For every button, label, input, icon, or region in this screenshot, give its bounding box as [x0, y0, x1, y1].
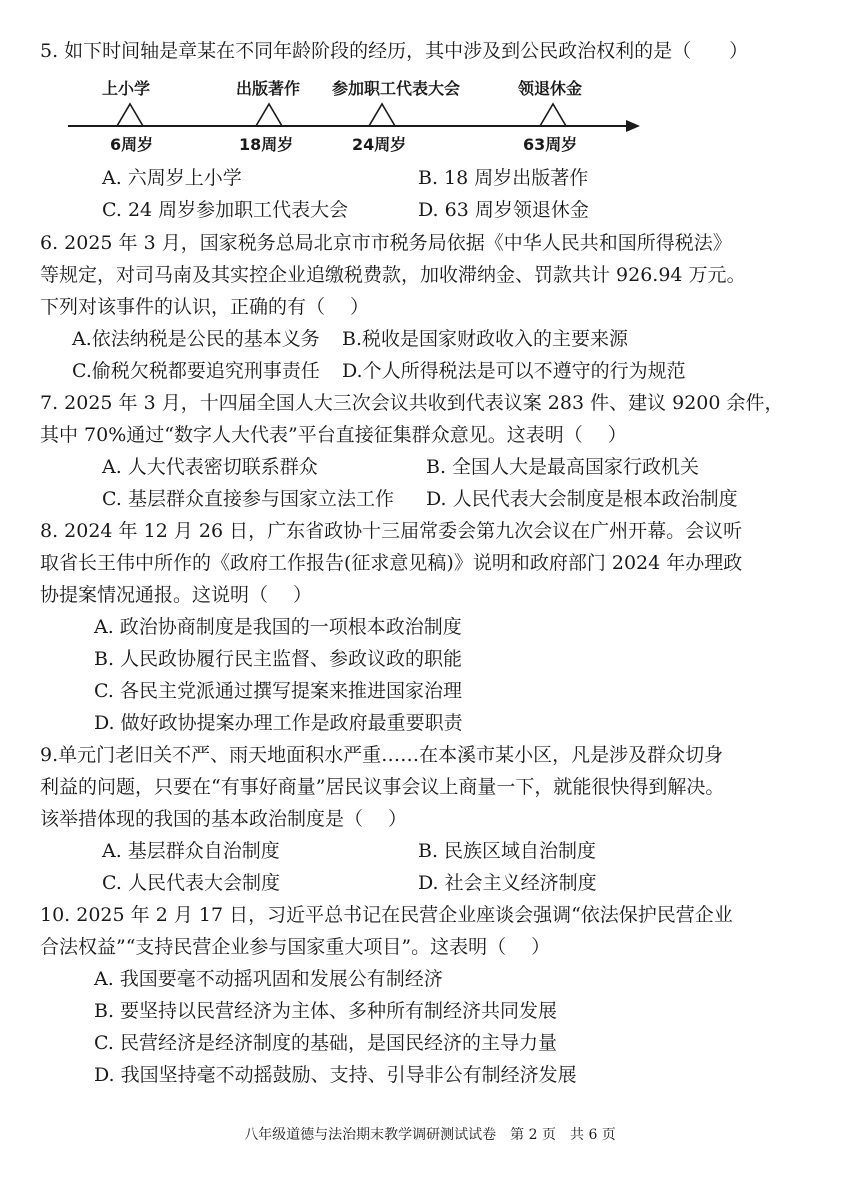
question-7-stem-line-2: 其中 70%通过“数字人大代表”平台直接征集群众意见。这表明（ ） — [40, 424, 627, 446]
q10-option-c[interactable]: C. 民营经济是经济制度的基础，是国民经济的主导力量 — [94, 1032, 557, 1054]
question-7-stem-line-1: 7. 2025 年 3 月，十四届全国人大三次会议共收到代表议案 283 件、建议 9200 余件， — [40, 392, 784, 414]
timeline-event-1: 上小学 — [102, 79, 151, 98]
question-6-stem-line-2: 等规定，对司马南及其实控企业追缴税费款，加收滞纳金、罚款共计 926.94 万元。 — [40, 264, 746, 286]
timeline-age-2: 18周岁 — [239, 135, 294, 154]
timeline-age-3: 24周岁 — [352, 135, 407, 154]
question-8-stem-line-3: 协提案情况通报。这说明（ ） — [40, 584, 313, 606]
question-8-stem-line-1: 8. 2024 年 12 月 26 日，广东省政协十三届常委会第九次会议在广州开幕。会议听 — [40, 520, 743, 542]
q6-option-d[interactable]: D.个人所得税法是可以不遵守的行为规范 — [342, 360, 686, 382]
q6-option-c[interactable]: C.偷税欠税都要追究刑事责任 — [72, 360, 320, 382]
q10-option-a[interactable]: A. 我国要毫不动摇巩固和发展公有制经济 — [94, 968, 443, 990]
q8-option-c[interactable]: C. 各民主党派通过撰写提案来推进国家治理 — [94, 680, 462, 702]
timeline-event-2: 出版著作 — [236, 79, 301, 98]
q10-option-b[interactable]: B. 要坚持以民营经济为主体、多种所有制经济共同发展 — [94, 1000, 558, 1022]
q9-option-c[interactable]: C. 人民代表大会制度 — [102, 872, 280, 894]
timeline-age-1: 6周岁 — [110, 135, 154, 154]
question-5-stem: 5. 如下时间轴是章某在不同年龄阶段的经历，其中涉及到公民政治权利的是（ ） — [40, 40, 749, 62]
question-8-stem-line-2: 取省长王伟中所作的《政府工作报告(征求意见稿)》说明和政府部门 2024 年办理政 — [40, 552, 743, 574]
question-9-stem-line-3: 该举措体现的我国的基本政治制度是（ ） — [40, 808, 408, 830]
timeline-event-4: 领退休金 — [518, 79, 583, 98]
q8-option-d[interactable]: D. 做好政协提案办理工作是政府最重要职责 — [94, 712, 463, 734]
q9-option-b[interactable]: B. 民族区域自治制度 — [418, 840, 597, 862]
q7-option-c[interactable]: C. 基层群众直接参与国家立法工作 — [102, 488, 394, 510]
q5-option-c[interactable]: C. 24 周岁参加职工代表大会 — [102, 199, 349, 221]
question-9-stem-line-2: 利益的问题，只要在“有事好商量”居民议事会议上商量一下，就能很快得到解决。 — [40, 776, 725, 798]
q6-option-b[interactable]: B.税收是国家财政收入的主要来源 — [342, 328, 629, 350]
q5-option-b[interactable]: B. 18 周岁出版著作 — [418, 167, 589, 189]
q8-option-a[interactable]: A. 政治协商制度是我国的一项根本政治制度 — [94, 616, 462, 638]
q5-option-a[interactable]: A. 六周岁上小学 — [102, 167, 242, 189]
question-6-stem-line-3: 下列对该事件的认识，正确的有（ ） — [40, 296, 370, 318]
question-6-stem-line-1: 6. 2025 年 3 月，国家税务总局北京市市税务局依据《中华人民共和国所得税法》 — [40, 232, 732, 254]
q9-option-a[interactable]: A. 基层群众自治制度 — [102, 840, 280, 862]
q8-option-b[interactable]: B. 人民政协履行民主监督、参政议政的职能 — [94, 648, 463, 670]
q5-option-d[interactable]: D. 63 周岁领退休金 — [418, 199, 589, 221]
question-9-stem-line-1: 9.单元门老旧关不严、雨天地面积水严重……在本溪市某小区，凡是涉及群众切身 — [40, 744, 724, 766]
age-timeline — [62, 70, 652, 156]
q9-option-d[interactable]: D. 社会主义经济制度 — [418, 872, 597, 894]
q7-option-b[interactable]: B. 全国人大是最高国家行政机关 — [426, 456, 700, 478]
q7-option-d[interactable]: D. 人民代表大会制度是根本政治制度 — [426, 488, 738, 510]
timeline-event-3: 参加职工代表大会 — [332, 79, 461, 98]
q10-option-d[interactable]: D. 我国坚持毫不动摇鼓励、支持、引导非公有制经济发展 — [94, 1064, 577, 1086]
timeline-age-4: 63周岁 — [523, 135, 578, 154]
q6-option-a[interactable]: A.依法纳税是公民的基本义务 — [72, 328, 320, 350]
page-footer: 八年级道德与法治期末教学调研测试试卷 第 2 页 共 6 页 — [244, 1127, 616, 1143]
question-10-stem-line-1: 10. 2025 年 2 月 17 日，习近平总书记在民营企业座谈会强调“依法保护民营企业 — [40, 904, 733, 926]
q7-option-a[interactable]: A. 人大代表密切联系群众 — [102, 456, 318, 478]
question-10-stem-line-2: 合法权益”“支持民营企业参与国家重大项目”。这表明（ ） — [40, 936, 551, 958]
